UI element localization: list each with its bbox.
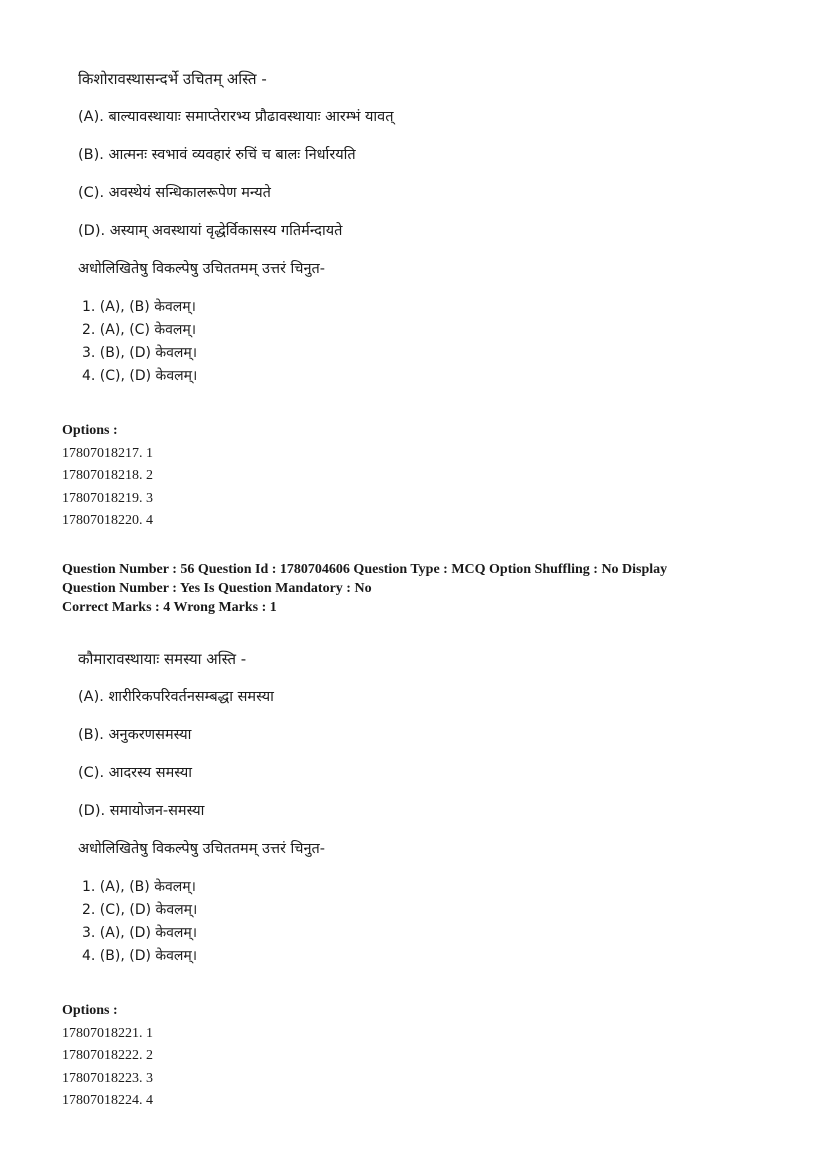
statement-d: (D). अस्याम् अवस्थायां वृद्धेर्विकासस्य गतिर्मन्दायते: [78, 223, 343, 239]
option-id: 17807018221. 1: [62, 1025, 153, 1041]
statement-b: (B). अनुकरणसमस्या: [78, 727, 192, 743]
statement-c: (C). अवस्थेयं सन्धिकालरूपेण मन्यते: [78, 185, 271, 201]
statement-a: (A). शारीरिकपरिवर्तनसम्बद्धा समस्या: [78, 689, 274, 705]
options-list-a: [62, 420, 153, 533]
statement-c: (C). आदरस्य समस्या: [78, 765, 193, 781]
option-id: 17807018218. 2: [62, 468, 153, 483]
options-list-b: [62, 1000, 153, 1113]
choice-item: 4. (B), (D) केवलम्।: [82, 948, 198, 964]
choice-list: [82, 296, 826, 388]
statement-a: (A). बाल्यावस्थायाः समाप्तेरारभ्य प्रौढावस्थायाः आरम्भं यावत्: [78, 109, 394, 125]
meta-line: Question Number : 56 Question Id : 1780704606 Question Type : MCQ Option Shuffling : No Display: [62, 562, 668, 577]
option-id: 17807018222. 2: [62, 1048, 153, 1063]
option-id: 17807018224. 4: [62, 1093, 153, 1108]
question-stem: किशोरावस्थासन्दर्भे उचितम् अस्ति -: [78, 70, 267, 88]
choice-item: 3. (A), (D) केवलम्।: [82, 925, 198, 941]
question-stem: कौमारावस्थायाः समस्या अस्ति -: [78, 650, 247, 668]
option-id: 17807018219. 3: [62, 490, 153, 506]
question-instruction: अधोलिखितेषु विकल्पेषु उचिततमम् उत्तरं चिनुत-: [78, 841, 326, 857]
choice-item: 2. (C), (D) केवलम्।: [82, 902, 198, 918]
choice-item: 2. (A), (C) केवलम्।: [82, 322, 197, 338]
choice-item: 1. (A), (B) केवलम्।: [82, 879, 196, 895]
question-block-b: [0, 648, 826, 968]
option-id: 17807018217. 1: [62, 445, 153, 461]
meta-line: Question Number : Yes Is Question Mandatory : No: [62, 581, 372, 596]
choice-item: 4. (C), (D) केवलम्।: [82, 368, 198, 384]
options-title: Options :: [62, 1003, 118, 1018]
choice-item: 1. (A), (B) केवलम्।: [82, 299, 196, 315]
statement-d: (D). समायोजन-समस्या: [78, 803, 205, 819]
options-title: Options :: [62, 423, 118, 438]
choice-list: [82, 876, 826, 968]
option-id: 17807018223. 3: [62, 1070, 153, 1086]
choice-item: 3. (B), (D) केवलम्।: [82, 345, 198, 361]
option-id: 17807018220. 4: [62, 513, 153, 528]
statement-b: (B). आत्मनः स्वभावं व्यवहारं रुचिं च बालः निर्धारयति: [78, 147, 356, 163]
question-block-a: [0, 68, 826, 388]
question-instruction: अधोलिखितेषु विकल्पेषु उचिततमम् उत्तरं चिनुत-: [78, 261, 326, 277]
question-meta: [62, 560, 667, 617]
meta-line: Correct Marks : 4 Wrong Marks : 1: [62, 600, 277, 615]
